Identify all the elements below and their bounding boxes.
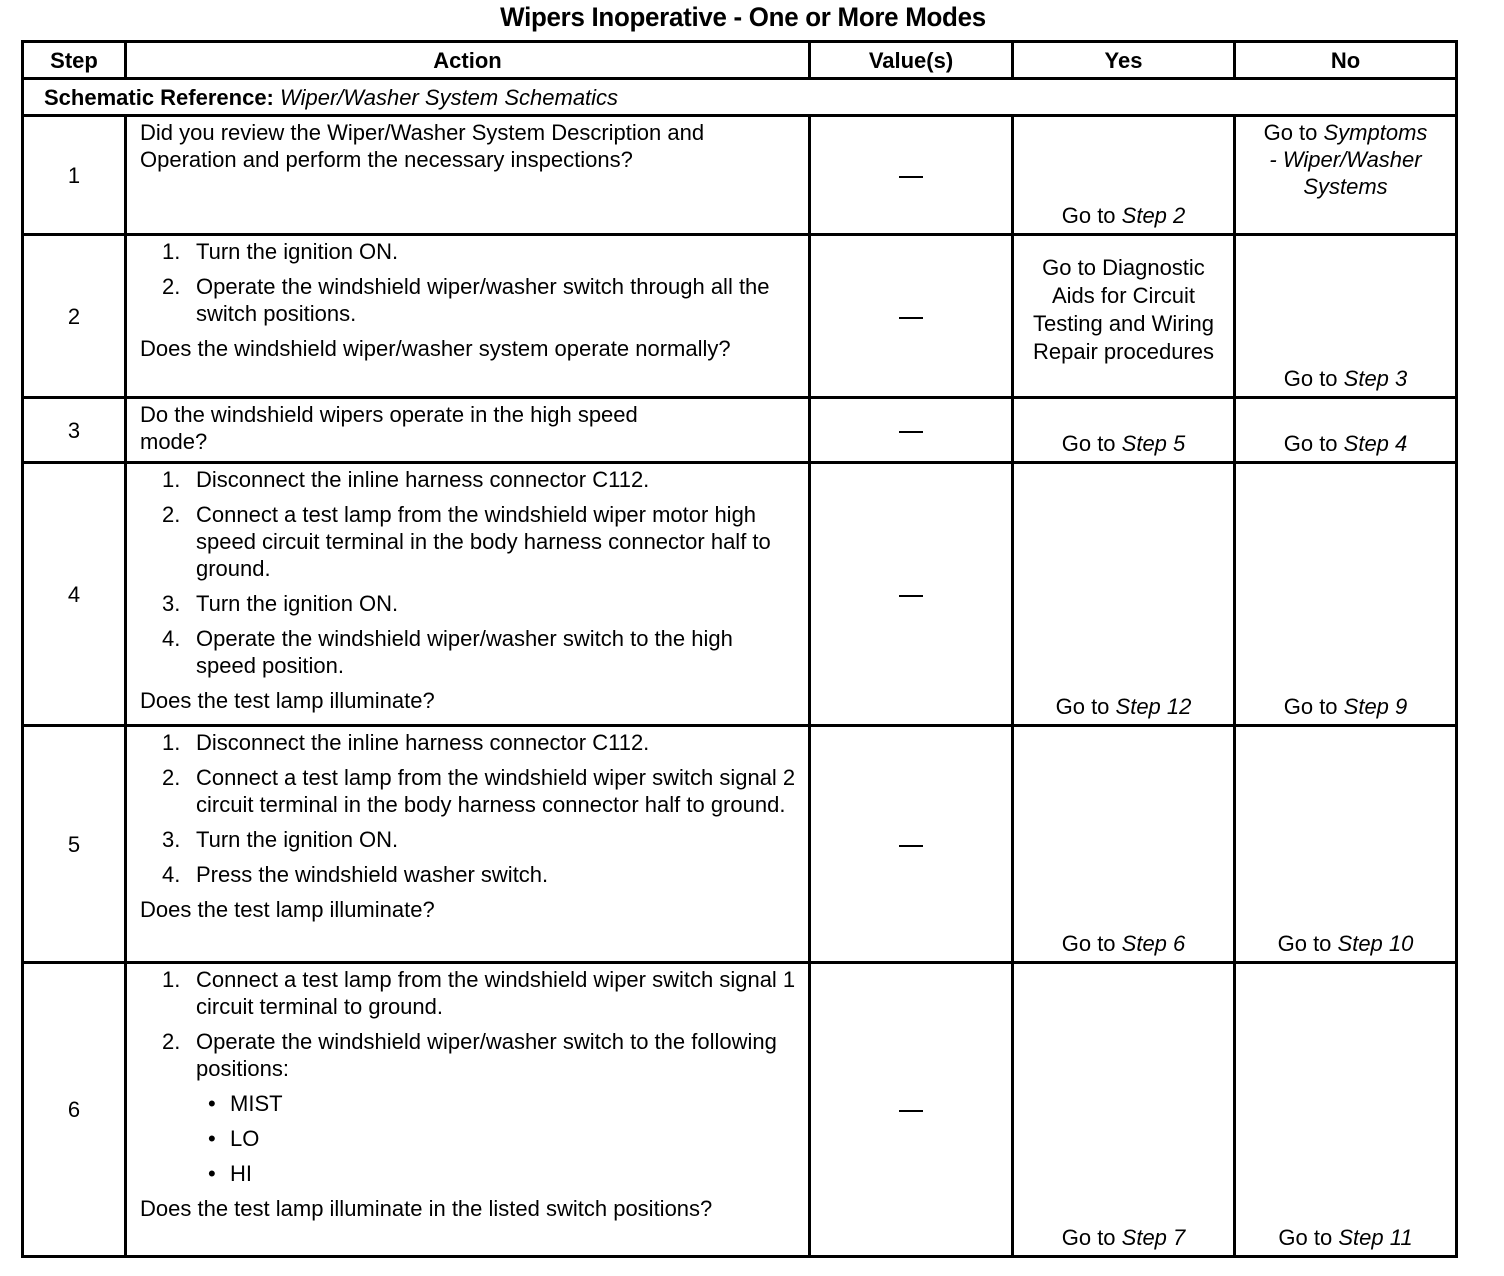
question-text: Does the test lamp illuminate? bbox=[140, 897, 435, 922]
substep-list bbox=[140, 966, 798, 1187]
action-cell bbox=[126, 963, 810, 1257]
yes-cell bbox=[1013, 963, 1235, 1257]
question-text: Does the windshield wiper/washer system operate normally? bbox=[140, 336, 731, 361]
no-cell bbox=[1235, 398, 1457, 463]
no-cell bbox=[1235, 463, 1457, 726]
goto-symptoms-link[interactable]: Symptoms bbox=[1323, 120, 1428, 145]
yes-goto[interactable] bbox=[1014, 693, 1233, 720]
substep: 2. Connect a test lamp from the windshield wiper motor high speed circuit terminal in the body harness connector half to ground. bbox=[162, 502, 771, 581]
goto-line: Go to Diagnostic bbox=[1042, 255, 1205, 280]
no-goto[interactable] bbox=[1236, 117, 1455, 200]
action-cell bbox=[126, 235, 810, 398]
step-number: 4 bbox=[23, 463, 126, 726]
substep: 2. Operate the windshield wiper/washer switch to the following positions: • MIST • LO • HI bbox=[140, 1028, 798, 1187]
value-cell bbox=[810, 963, 1013, 1257]
yes-goto[interactable] bbox=[1014, 930, 1233, 957]
goto-line: Repair procedures bbox=[1033, 339, 1214, 364]
goto-step-link[interactable]: Step 12 bbox=[1115, 694, 1192, 719]
schematic-reference bbox=[23, 79, 1457, 116]
table-row bbox=[23, 398, 1457, 463]
goto-step-link[interactable]: Step 5 bbox=[1121, 431, 1186, 456]
no-cell bbox=[1235, 726, 1457, 963]
switch-position-list bbox=[196, 1090, 798, 1187]
schematic-reference-label: Schematic Reference: bbox=[44, 84, 274, 110]
action-cell bbox=[126, 463, 810, 726]
dash-icon bbox=[899, 1110, 923, 1112]
schematic-reference-link[interactable]: Wiper/Washer System Schematics bbox=[280, 84, 619, 110]
action-text: Do the windshield wipers operate in the high speed mode? bbox=[140, 402, 638, 454]
no-cell bbox=[1235, 116, 1457, 235]
substep-list bbox=[140, 729, 798, 888]
substep: 4. Press the windshield washer switch. bbox=[162, 862, 549, 887]
question-text: Does the test lamp illuminate? bbox=[140, 688, 435, 713]
header-values: Value(s) bbox=[810, 42, 1013, 79]
substep: 2. Operate the windshield wiper/washer switch through all the switch positions. bbox=[162, 274, 770, 326]
no-cell bbox=[1235, 963, 1457, 1257]
action-text: Did you review the Wiper/Washer System Description and Operation and perform the necessary inspections? bbox=[140, 120, 705, 172]
substep: 4. Operate the windshield wiper/washer switch to the high speed position. bbox=[162, 626, 733, 678]
no-cell bbox=[1235, 235, 1457, 398]
yes-cell bbox=[1013, 463, 1235, 726]
goto-step-link[interactable]: Step 11 bbox=[1338, 1225, 1413, 1250]
dash-icon bbox=[899, 845, 923, 847]
yes-cell bbox=[1013, 116, 1235, 235]
table-row bbox=[23, 963, 1457, 1257]
action-cell bbox=[126, 726, 810, 963]
substep: 1. Disconnect the inline harness connector C112. bbox=[162, 730, 650, 755]
table-row bbox=[23, 116, 1457, 235]
no-goto[interactable] bbox=[1236, 1224, 1455, 1251]
dash-icon bbox=[899, 176, 923, 178]
value-cell bbox=[810, 116, 1013, 235]
yes-goto[interactable] bbox=[1014, 202, 1233, 229]
step-number: 3 bbox=[23, 398, 126, 463]
substep-list bbox=[140, 466, 798, 679]
action-cell bbox=[126, 116, 810, 235]
switch-position: • HI bbox=[196, 1160, 798, 1187]
goto-prefix: Go to bbox=[1283, 694, 1344, 719]
value-cell bbox=[810, 726, 1013, 963]
yes-cell bbox=[1013, 398, 1235, 463]
no-goto[interactable] bbox=[1236, 930, 1455, 957]
goto-prefix: Go to bbox=[1061, 203, 1122, 228]
step-number: 6 bbox=[23, 963, 126, 1257]
substep: 1. Disconnect the inline harness connector C112. bbox=[162, 467, 650, 492]
switch-position: • MIST bbox=[196, 1090, 798, 1117]
goto-step-link[interactable]: Step 10 bbox=[1337, 931, 1414, 956]
yes-goto[interactable] bbox=[1014, 1224, 1233, 1251]
yes-goto[interactable] bbox=[1014, 430, 1233, 457]
goto-line: Aids for Circuit bbox=[1051, 283, 1196, 308]
switch-position: • LO bbox=[196, 1125, 798, 1152]
goto-step-link[interactable]: Step 2 bbox=[1121, 203, 1186, 228]
value-cell bbox=[810, 235, 1013, 398]
goto-step-link[interactable]: Step 9 bbox=[1343, 694, 1408, 719]
table-row bbox=[23, 235, 1457, 398]
header-step: Step bbox=[23, 42, 126, 79]
substep: 2. Connect a test lamp from the windshield wiper switch signal 2 circuit terminal in the body harness connector half to ground. bbox=[162, 765, 796, 817]
value-cell bbox=[810, 398, 1013, 463]
header-action: Action bbox=[126, 42, 810, 79]
step-number: 5 bbox=[23, 726, 126, 963]
schematic-reference-row bbox=[23, 79, 1457, 116]
goto-symptoms-link-line3[interactable]: Systems bbox=[1303, 174, 1388, 199]
goto-prefix: Go to bbox=[1263, 120, 1324, 145]
goto-step-link[interactable]: Step 6 bbox=[1121, 931, 1186, 956]
no-goto[interactable] bbox=[1236, 430, 1455, 457]
substep: 1. Connect a test lamp from the windshield wiper switch signal 1 circuit terminal to ground. bbox=[162, 967, 796, 1019]
yes-goto[interactable] bbox=[1014, 236, 1233, 366]
no-goto[interactable] bbox=[1236, 693, 1455, 720]
goto-line: Testing and Wiring bbox=[1033, 311, 1214, 336]
substep: 3. Turn the ignition ON. bbox=[162, 591, 399, 616]
question-text: Does the test lamp illuminate in the listed switch positions? bbox=[140, 1196, 713, 1221]
goto-prefix: Go to bbox=[1283, 366, 1344, 391]
goto-symptoms-link-line2[interactable]: - Wiper/Washer bbox=[1269, 147, 1422, 172]
no-goto[interactable] bbox=[1236, 365, 1455, 392]
goto-prefix: Go to bbox=[1277, 931, 1338, 956]
goto-prefix: Go to bbox=[1278, 1225, 1339, 1250]
table-row bbox=[23, 463, 1457, 726]
document-title: Wipers Inoperative - One or More Modes bbox=[500, 2, 986, 32]
yes-cell bbox=[1013, 235, 1235, 398]
substep: 3. Turn the ignition ON. bbox=[162, 827, 399, 852]
header-no: No bbox=[1235, 42, 1457, 79]
header-yes: Yes bbox=[1013, 42, 1235, 79]
action-cell bbox=[126, 398, 810, 463]
dash-icon bbox=[899, 595, 923, 597]
substep: 1. Turn the ignition ON. bbox=[162, 239, 399, 264]
goto-prefix: Go to bbox=[1061, 931, 1122, 956]
goto-prefix: Go to bbox=[1061, 431, 1122, 456]
goto-step-link[interactable]: Step 4 bbox=[1343, 431, 1408, 456]
diagnostic-table bbox=[21, 40, 1458, 1258]
goto-prefix: Go to bbox=[1061, 1225, 1122, 1250]
value-cell bbox=[810, 463, 1013, 726]
step-number: 2 bbox=[23, 235, 126, 398]
step-number: 1 bbox=[23, 116, 126, 235]
goto-prefix: Go to bbox=[1283, 431, 1344, 456]
table-row bbox=[23, 726, 1457, 963]
dash-icon bbox=[899, 317, 923, 319]
substep-list bbox=[140, 238, 798, 327]
dash-icon bbox=[899, 431, 923, 433]
goto-step-link[interactable]: Step 3 bbox=[1343, 366, 1408, 391]
yes-cell bbox=[1013, 726, 1235, 963]
header-row bbox=[23, 42, 1457, 79]
goto-prefix: Go to bbox=[1055, 694, 1116, 719]
goto-step-link[interactable]: Step 7 bbox=[1121, 1225, 1186, 1250]
